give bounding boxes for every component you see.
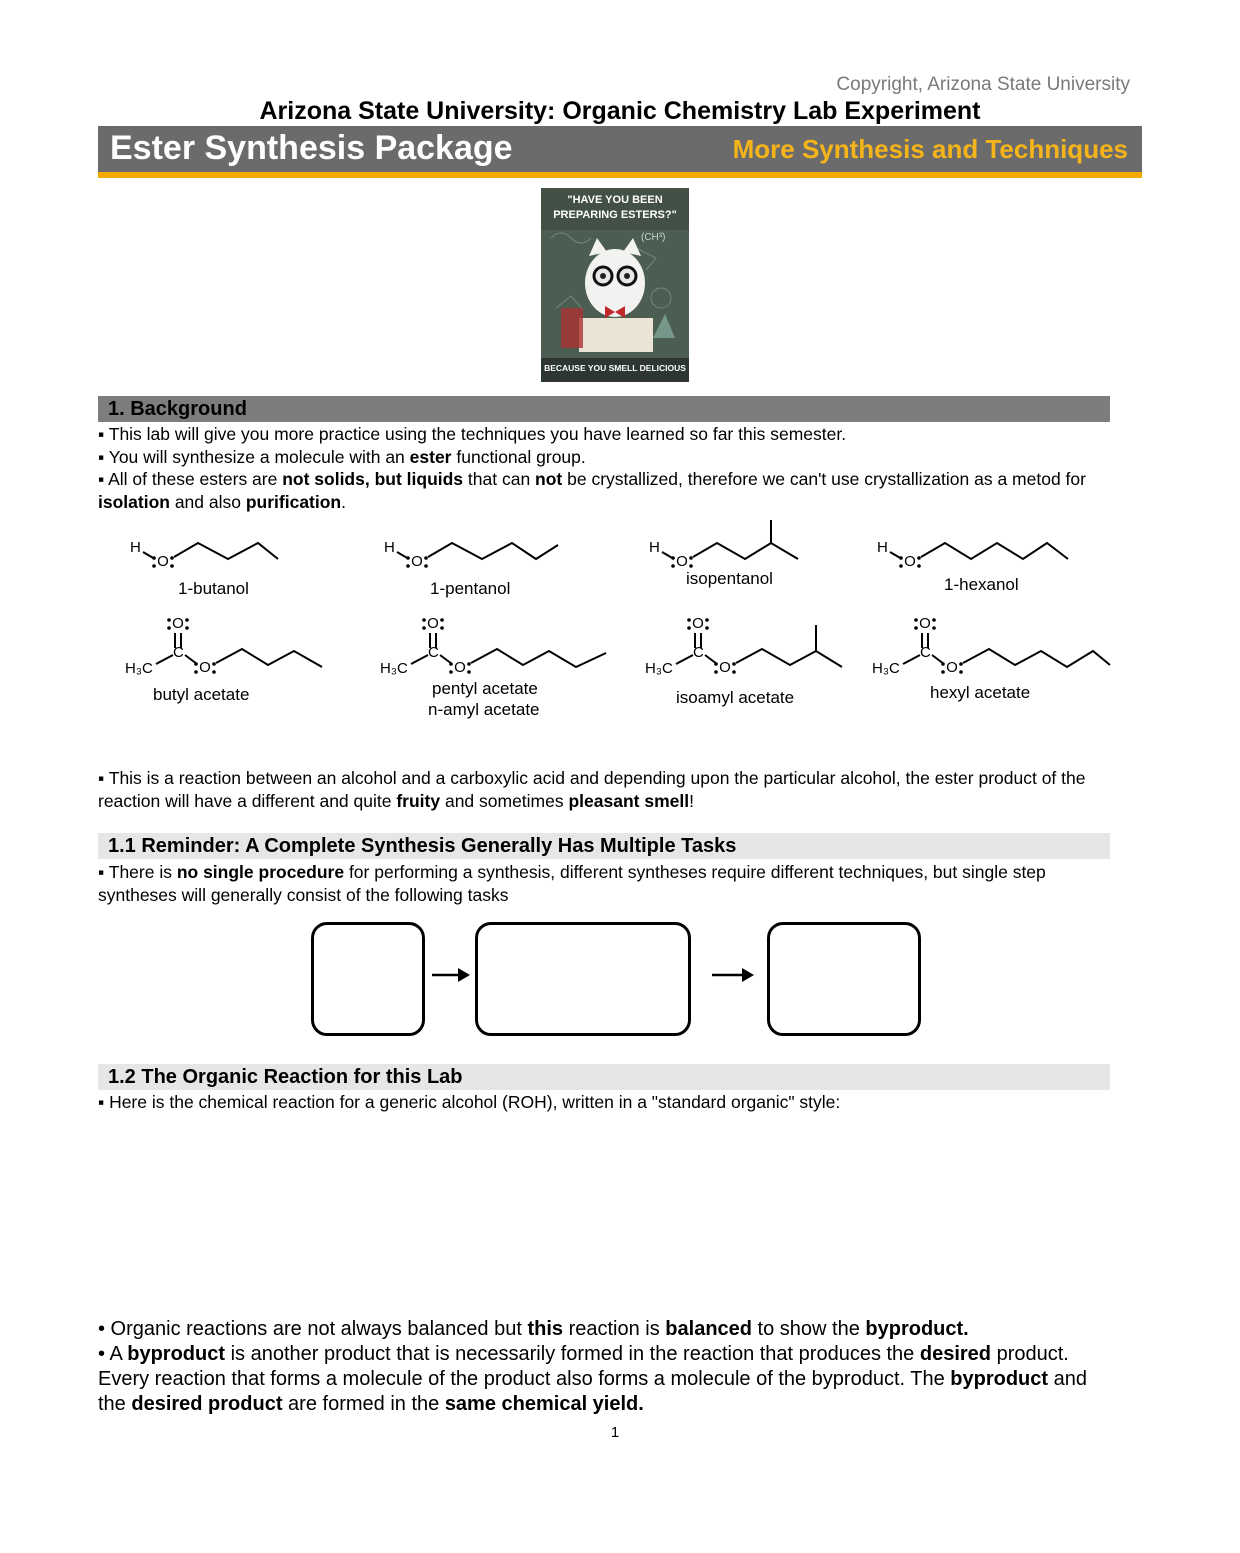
svg-text:H: H [130,539,141,556]
molecule-1-pentanol [384,539,558,598]
svg-text:C: C [693,644,704,661]
synthesis-tasks-bullet: ▪ There is no single procedure for performing a synthesis, different syntheses require different techniques, but single step syntheses will generally consist of the following tasks [98,862,1046,905]
section-1-1-title: 1.1 Reminder: A Complete Synthesis Generally Has Multiple Tasks [108,835,737,857]
banner-subtitle: More Synthesis and Techniques [732,134,1128,164]
label-isoamyl-acetate: isoamyl acetate [676,688,795,707]
section-1-2-header [98,1064,1110,1090]
svg-text:H₃C: H₃C [645,660,673,677]
svg-text:C: C [173,644,184,661]
label-1-butanol: 1-butanol [178,579,249,598]
svg-text:H₃C: H₃C [872,660,900,677]
section-1-2-title: 1.2 The Organic Reaction for this Lab [108,1066,463,1088]
label-1-hexanol: 1-hexanol [944,575,1019,594]
lab-title: Arizona State University: Organic Chemistry Lab Experiment [259,97,981,125]
closing-paragraph-2: • A byproduct is another product that is necessarily formed in the reaction that produces the desired product. Every reaction that forms a molecule of the product also forms a molecule of the byproduct. The byproduct and the desired product are formed in the same chemical yield. [98,1343,1087,1415]
background-bullet-1: ▪ This lab will give you more practice using the techniques you have learned so far this semester. [98,424,847,444]
background-bullet-2: ▪ You will synthesize a molecule with an ester functional group. [98,447,586,467]
meme-bottom-text: BECAUSE YOU SMELL DELICIOUS [544,363,686,373]
section-1-title: 1. Background [108,398,247,420]
label-1-pentanol: 1-pentanol [430,579,511,598]
banner-title: Ester Synthesis Package [110,129,513,167]
svg-text:H: H [649,539,660,556]
molecule-1-hexanol [877,539,1068,594]
copyright-notice: Copyright, Arizona State University [836,74,1130,95]
svg-text:C: C [428,644,439,661]
page-number: 1 [610,1424,620,1441]
label-hexyl-acetate: hexyl acetate [930,683,1031,702]
reaction-bullet: ▪ Here is the chemical reaction for a generic alcohol (ROH), written in a "standard organic" style: [98,1092,841,1112]
label-butyl-acetate: butyl acetate [153,685,250,704]
task-box-2 [475,922,691,1036]
meme-top-text-2: PREPARING ESTERS?" [553,209,677,221]
svg-text:H₃C: H₃C [380,660,408,677]
title-banner [98,126,1142,172]
molecule-pentyl-acetate [380,615,606,719]
chemistry-cat-meme-image [541,188,689,382]
banner-underline [98,172,1142,178]
closing-paragraph-1: • Organic reactions are not always balanced but this reaction is balanced to show the byproduct. [98,1318,969,1340]
section-1-header [98,396,1110,422]
meme-formula-text: (CH³) [641,232,666,243]
background-bullet-3: ▪ All of these esters are not solids, but liquids that can not be crystallized, therefore we can't use crystallization as a metod for isolation and also purification. [98,469,1086,512]
arrow-right-icon [432,966,472,984]
section-1-1-header [98,833,1110,859]
label-isopentanol: isopentanol [686,569,773,588]
molecule-structures-figure: O H 1-butanol H 1-pentanol H isopentanol H 1-hexanol C H₃C butyl acetate C H₃C pentyl acetate n-amyl acetate C H₃C isoamyl acetate C H₃C hexyl acetate [98,512,1128,727]
svg-text:H₃C: H₃C [125,660,153,677]
label-pentyl-acetate: pentyl acetate [432,679,538,698]
task-box-1 [311,922,425,1036]
molecule-1-butanol [130,539,278,598]
arrow-right-icon [712,966,756,984]
molecule-isopentanol [649,520,798,588]
task-box-3 [767,922,921,1036]
svg-text:H: H [384,539,395,556]
svg-text:H: H [877,539,888,556]
label-n-amyl-acetate: n-amyl acetate [428,700,540,719]
svg-text:C: C [920,644,931,661]
molecule-isoamyl-acetate [645,615,842,707]
molecule-hexyl-acetate [872,615,1110,702]
meme-top-text-1: "HAVE YOU BEEN [567,194,663,206]
background-bullet-4: ▪ This is a reaction between an alcohol and a carboxylic acid and depending upon the particular alcohol, the ester product of the reaction will have a different and quite fruity and sometimes pleasant smell! [98,768,1086,811]
molecule-butyl-acetate [125,615,322,704]
